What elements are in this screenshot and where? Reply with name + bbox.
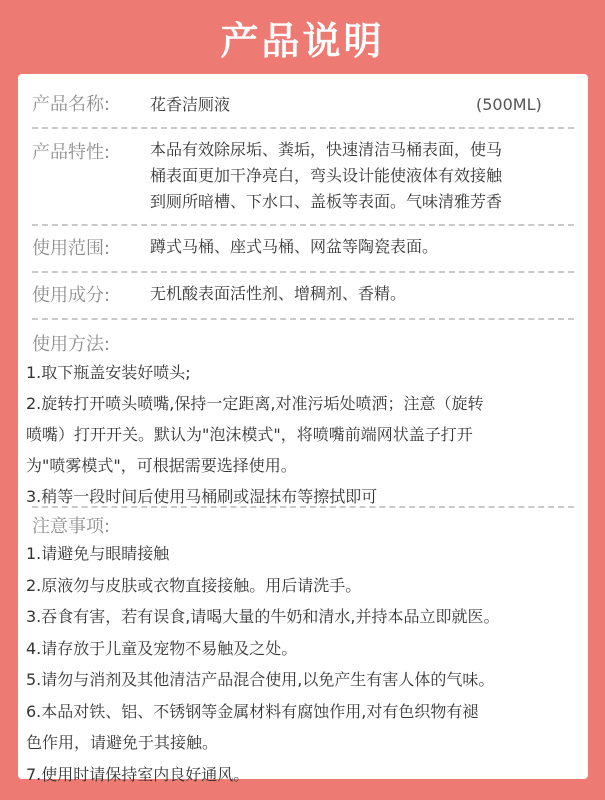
feature-line: 桶表面更加干净亮白，弯头设计能使液体有效接触: [150, 166, 503, 185]
list-item: 1.请避免与眼睛接触: [26, 544, 170, 563]
name-value: 花香洁厕液: [150, 95, 231, 114]
list-item: 4.请存放于儿童及宠物不易触及之处。: [26, 638, 298, 658]
ingredients-label: 使用成分:: [32, 285, 111, 306]
feature-label: 产品特性:: [32, 142, 111, 163]
usage-label: 使用方法:: [32, 334, 111, 355]
feature-line: 本品有效除尿垢、粪垢，快速清洁马桶表面，使马: [150, 140, 503, 159]
list-item: 6.本品对铁、铝、不锈钢等金属材料有腐蚀作用,对有色织物有褪: [26, 701, 479, 721]
feature-line: 到厕所暗槽、下水口、盖板等表面。气味清雅芳香: [150, 192, 503, 211]
divider: [32, 318, 574, 320]
feature-text: [150, 137, 502, 215]
scope-value: 蹲式马桶、座式马桶、网盆等陶瓷表面。: [150, 237, 439, 256]
divider: [32, 127, 574, 129]
scope-label: 使用范围:: [32, 238, 111, 259]
list-item: 喷嘴）打开开关。默认为"泡沫模式"，将喷嘴前端网状盖子打开: [26, 425, 473, 444]
list-item: 3.稍等一段时间后使用马桶刷或湿抹布等擦拭即可: [26, 487, 378, 506]
list-item: 1.取下瓶盖安装好喷头;: [26, 363, 191, 382]
list-item: 7.使用时请保持室内良好通风。: [26, 764, 250, 784]
page-title: 产品说明: [220, 18, 385, 63]
list-item: 为"喷雾模式"，可根据需要选择使用。: [26, 456, 297, 475]
title-banner: [0, 0, 605, 74]
notes-label: 注意事项:: [32, 516, 111, 537]
list-item: 2.旋转打开喷头喷嘴,保持一定距离,对准污垢处喷洒；注意（旋转: [26, 394, 484, 413]
list-item: 5.请勿与消剂及其他清洁产品混合使用,以免产生有害人体的气味。: [26, 670, 495, 689]
divider: [32, 224, 574, 226]
divider: [32, 271, 574, 273]
divider: [32, 506, 574, 508]
list-item: 3.吞食有害，若有误食,请喝大量的牛奶和清水,并持本品立即就医。: [26, 607, 500, 626]
list-item: 色作用，请避免于其接触。: [26, 733, 219, 752]
name-label: 产品名称:: [32, 94, 111, 115]
size-value: (500ML): [476, 95, 542, 114]
info-card: [18, 74, 588, 784]
usage-list: [26, 357, 483, 512]
notes-list: [26, 538, 499, 790]
ingredients-value: 无机酸表面活性剂、增稠剂、香精。: [150, 284, 407, 303]
list-item: 2.原液勿与皮肤或衣物直接接触。用后请洗手。: [26, 575, 362, 595]
